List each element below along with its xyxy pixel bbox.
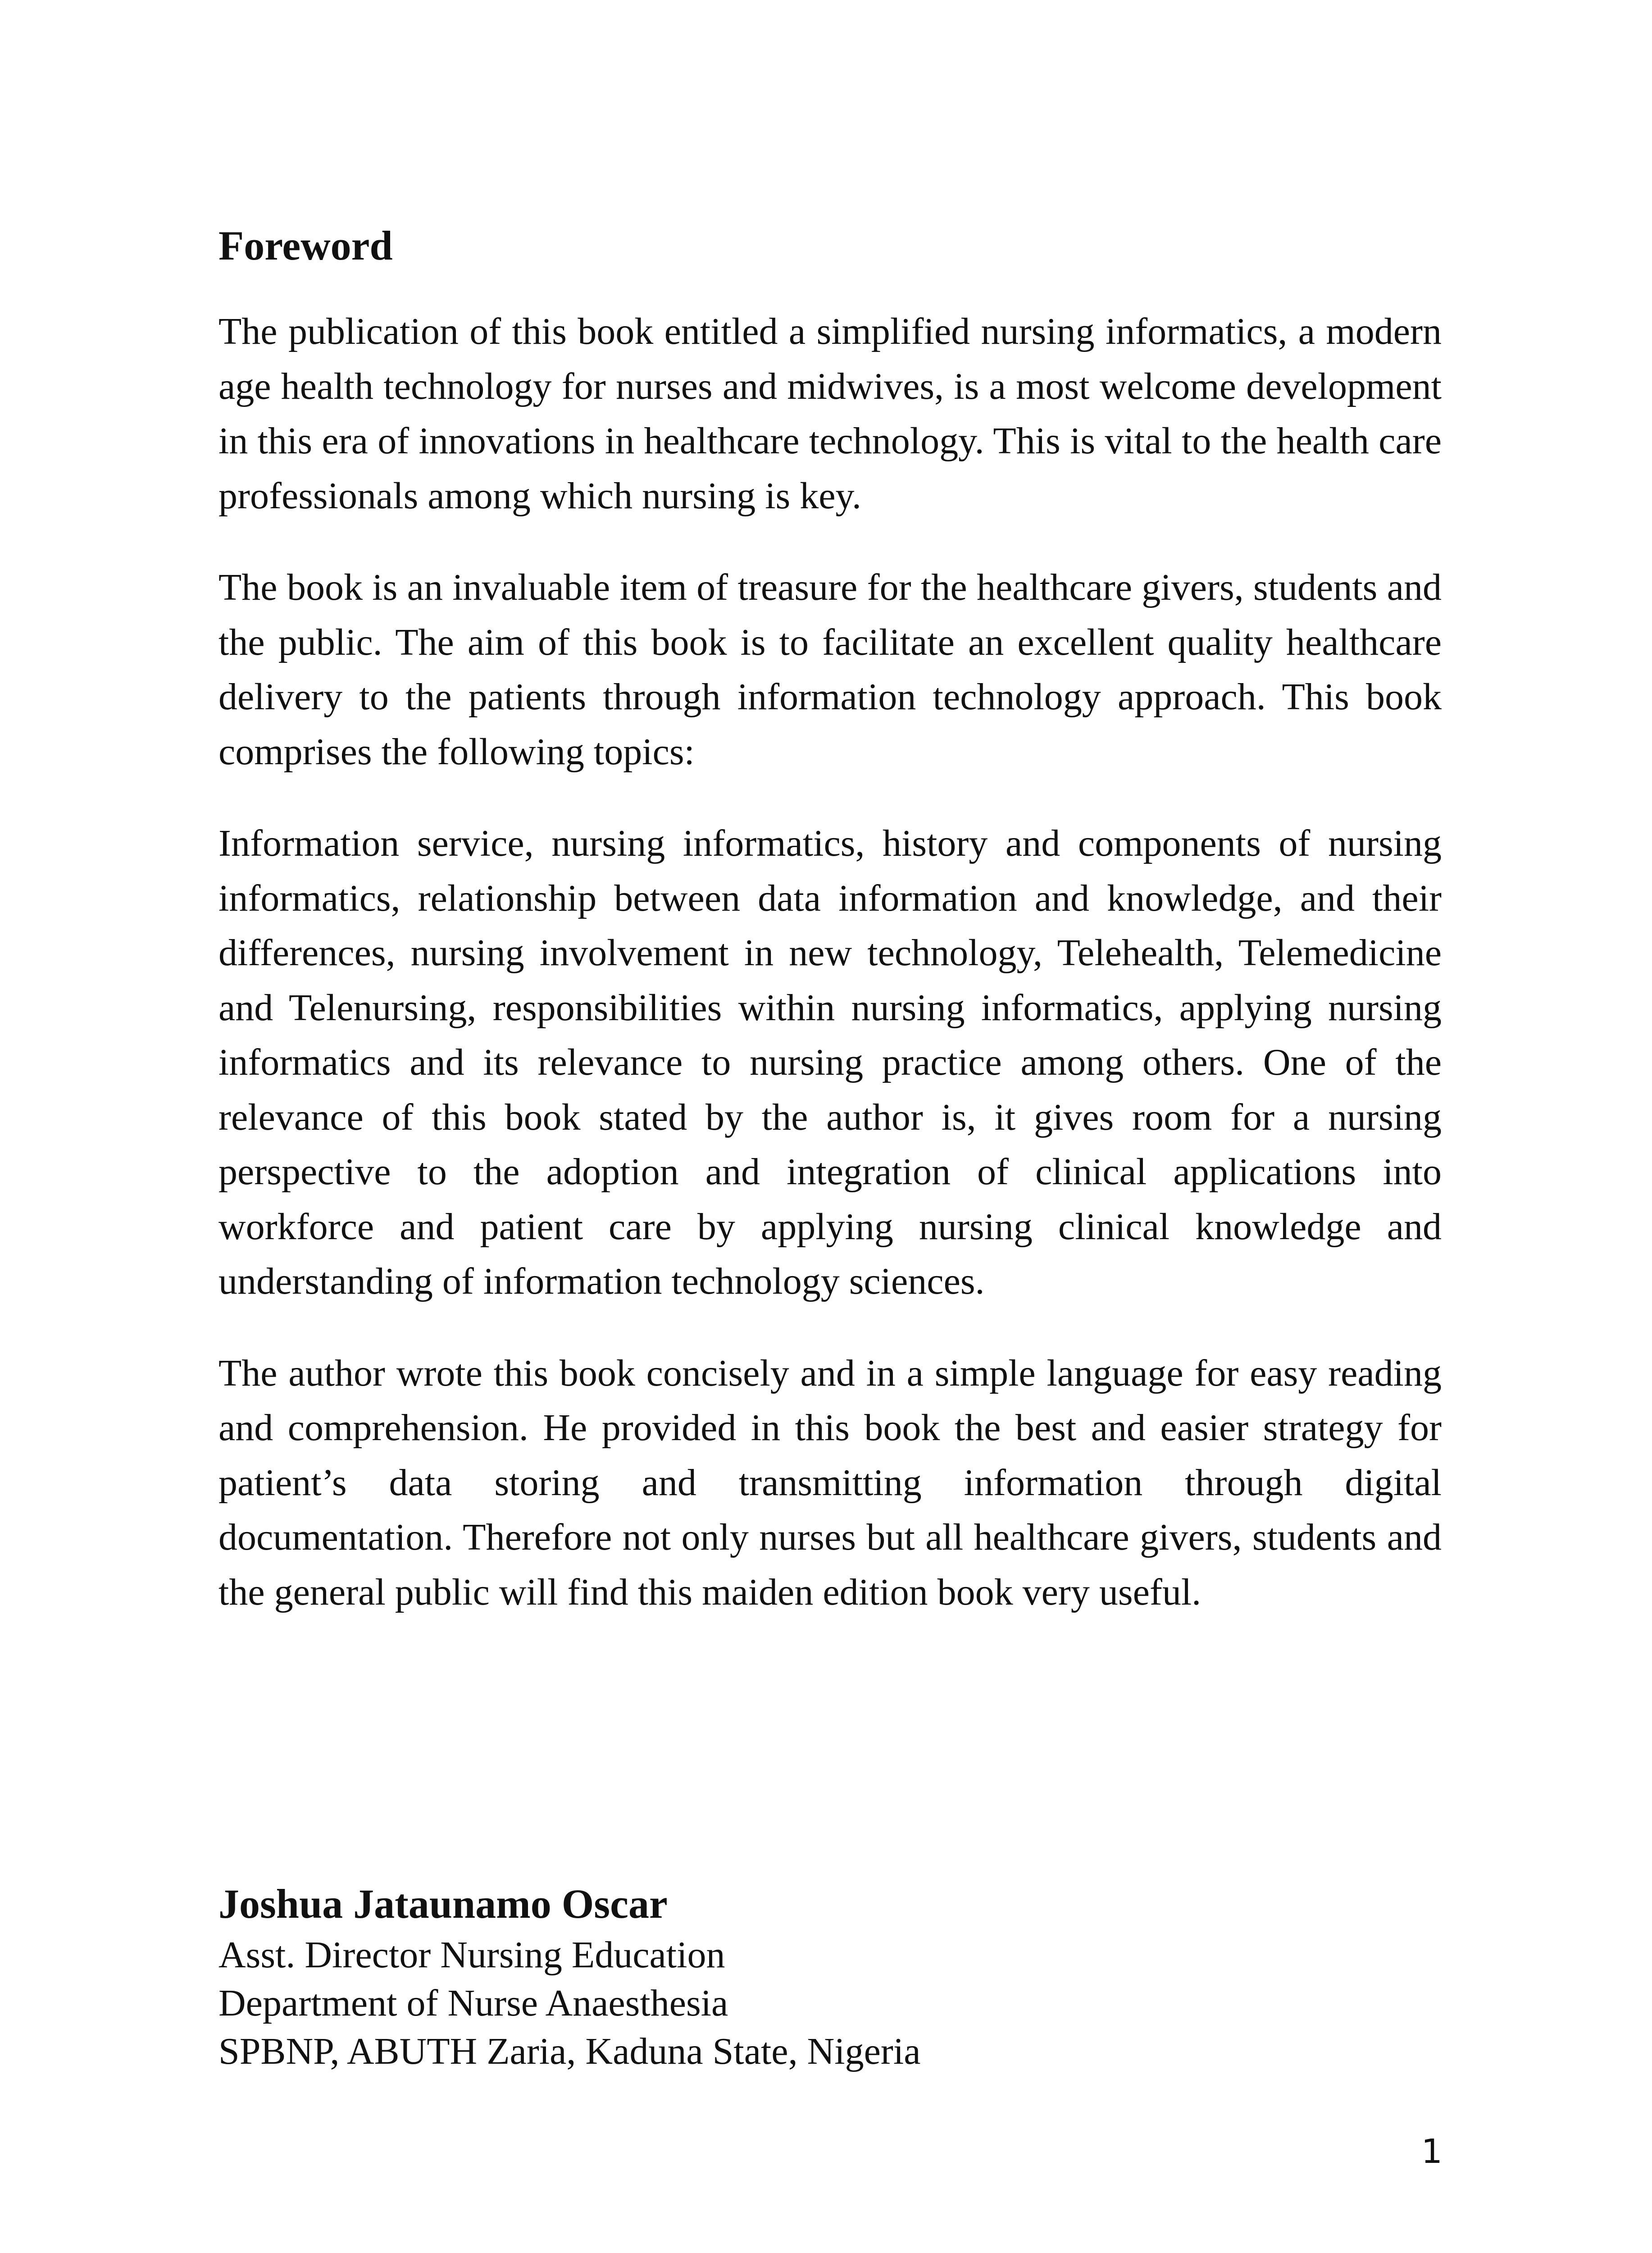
paragraph-2: The book is an invaluable item of treasure for the healthcare givers, students and the public. The aim of this book is to facilitate an excellent quality healthcare delivery to the patients through information technology approach. This book comprises the following topics: [218, 566, 1442, 773]
paragraph-4: The author wrote this book concisely and in a simple language for easy reading and comprehension. He provided in this book the best and easier strategy for patient’s data storing and transmitting information through digital documentation. Therefore not only nurses but all healthcare givers, students and the general public will find this maiden edition book very useful. [218, 1352, 1442, 1613]
signatory-department: Department of Nurse Anaesthesia [218, 1982, 728, 2024]
paragraph-3: Information service, nursing informatics, history and components of nursing informatics, relationship between data information and knowledge, and their differences, nursing involvement in new technology, Telehealth, Telemedicine and Telenursing, responsibilities within nursing informatics, applying nursing informatics and its relevance to nursing practice among others. One of the relevance of this book stated by the author is, it gives room for a nursing perspective to the adoption and integration of clinical applications into workforce and patient care by applying nursing clinical knowledge and understanding of information technology sciences. [218, 822, 1442, 1302]
page-title: Foreword [218, 223, 393, 269]
foreword-body [218, 212, 1442, 1656]
page-number: 1 [1421, 2132, 1443, 2171]
signatory-institution: SPBNP, ABUTH Zaria, Kaduna State, Nigeria [218, 2030, 921, 2072]
signatory-title: Asst. Director Nursing Education [218, 1934, 725, 1976]
signature-block [218, 1877, 1442, 2075]
paragraph-1: The publication of this book entitled a simplified nursing informatics, a modern age health technology for nurses and midwives, is a most welcome development in this era of innovations in healthcare technology. This is vital to the health care professionals among which nursing is key. [218, 310, 1442, 517]
signatory-name: Joshua Jataunamo Oscar [218, 1881, 668, 1927]
